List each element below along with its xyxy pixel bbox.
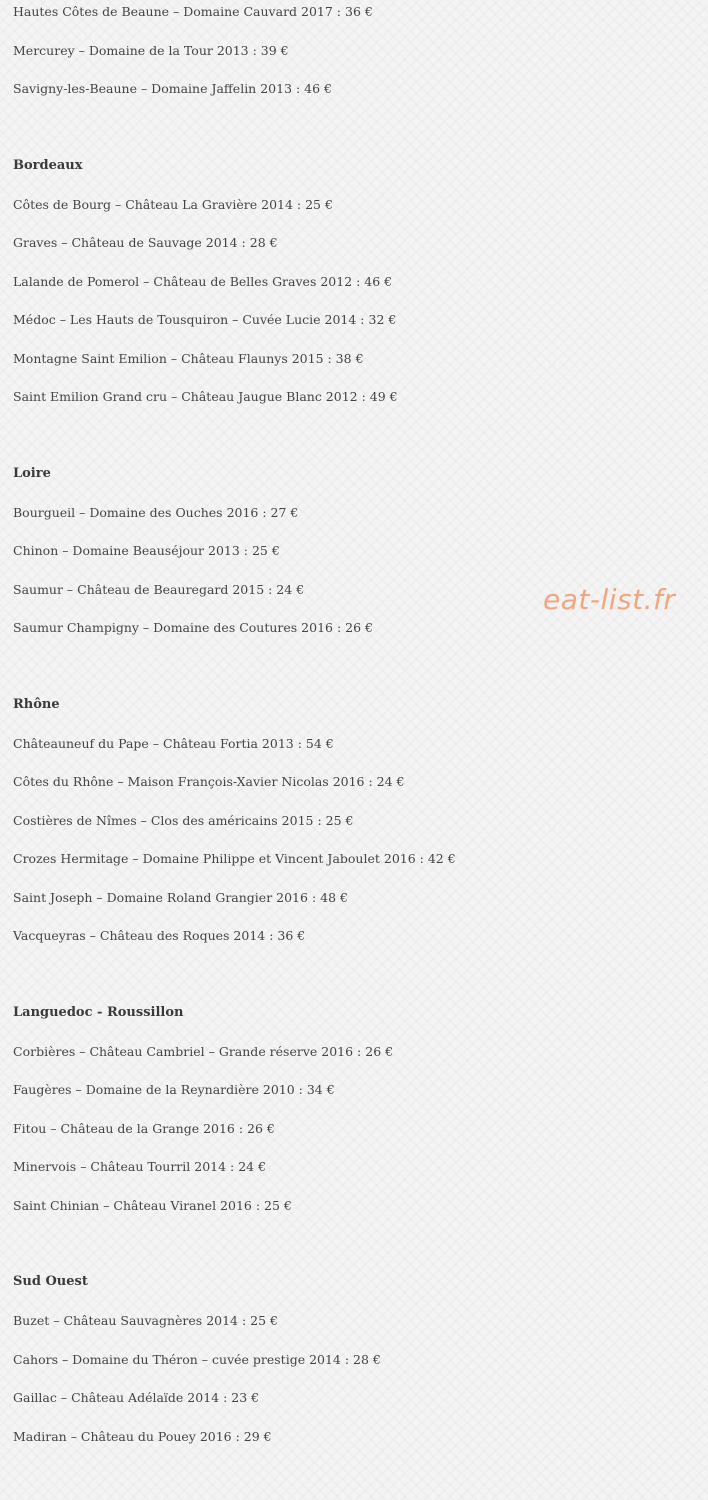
wine-item: Saint Emilion Grand cru – Château Jaugue Blanc 2012 : 49 € bbox=[13, 389, 398, 404]
wine-item: Bourgueil – Domaine des Ouches 2016 : 27 € bbox=[13, 504, 299, 520]
wine-item: Montagne Saint Emilion – Château Flaunys 2015 : 38 € bbox=[13, 350, 364, 366]
wine-section bbox=[13, 1270, 703, 1463]
wine-item: Saumur – Château de Beauregard 2015 : 24 € bbox=[13, 581, 305, 597]
section-gap bbox=[13, 424, 703, 462]
wine-item: Saumur Champigny – Domaine des Coutures 2016 : 26 € bbox=[13, 620, 373, 635]
wine-item: Côtes de Bourg – Château La Gravière 2014 : 25 € bbox=[13, 196, 333, 212]
wine-item: Saint Chinian – Château Viranel 2016 : 25 € bbox=[13, 1197, 292, 1213]
section-gap bbox=[13, 963, 703, 1001]
wine-item: Gaillac – Château Adélaïde 2014 : 23 € bbox=[13, 1390, 260, 1405]
section-gap bbox=[13, 1232, 703, 1270]
wine-item: Madiran – Château du Pouey 2016 : 29 € bbox=[13, 1428, 272, 1444]
wine-item: Crozes Hermitage – Domaine Philippe et Vincent Jaboulet 2016 : 42 € bbox=[13, 851, 456, 866]
watermark-logo: eat-list.fr bbox=[543, 583, 676, 616]
wine-section bbox=[13, 693, 703, 963]
wine-item: Savigny-les-Beaune – Domaine Jaffelin 2013 : 46 € bbox=[13, 81, 333, 96]
wine-item: Faugères – Domaine de la Reynardière 2010 : 34 € bbox=[13, 1082, 335, 1097]
wine-item: Graves – Château de Sauvage 2014 : 28 € bbox=[13, 235, 278, 250]
wine-item: Mercurey – Domaine de la Tour 2013 : 39 € bbox=[13, 42, 289, 58]
wine-list bbox=[13, 0, 703, 1463]
section-title: Bordeaux bbox=[13, 157, 83, 173]
wine-item: Vacqueyras – Château des Roques 2014 : 36 € bbox=[13, 928, 306, 943]
section-title: Rhône bbox=[13, 696, 60, 712]
wine-section bbox=[13, 0, 703, 116]
wine-item: Corbières – Château Cambriel – Grande réserve 2016 : 26 € bbox=[13, 1043, 394, 1059]
wine-item: Cahors – Domaine du Théron – cuvée prestige 2014 : 28 € bbox=[13, 1351, 381, 1367]
wine-item: Châteauneuf du Pape – Château Fortia 2013 : 54 € bbox=[13, 735, 334, 751]
wine-section bbox=[13, 1001, 703, 1233]
wine-item: Buzet – Château Sauvagnères 2014 : 25 € bbox=[13, 1313, 278, 1328]
wine-section bbox=[13, 462, 703, 655]
wine-item: Fitou – Château de la Grange 2016 : 26 € bbox=[13, 1120, 275, 1136]
wine-item: Côtes du Rhône – Maison François-Xavier Nicolas 2016 : 24 € bbox=[13, 774, 405, 789]
section-title: Loire bbox=[13, 465, 51, 481]
wine-item: Lalande de Pomerol – Château de Belles Graves 2012 : 46 € bbox=[13, 273, 393, 289]
section-title: Languedoc - Roussillon bbox=[13, 1004, 184, 1020]
wine-item: Hautes Côtes de Beaune – Domaine Cauvard 2017 : 36 € bbox=[13, 4, 373, 19]
wine-section bbox=[13, 154, 703, 424]
section-gap bbox=[13, 116, 703, 154]
wine-item: Chinon – Domaine Beauséjour 2013 : 25 € bbox=[13, 543, 280, 558]
wine-item: Saint Joseph – Domaine Roland Grangier 2016 : 48 € bbox=[13, 889, 348, 905]
wine-item: Minervois – Château Tourril 2014 : 24 € bbox=[13, 1159, 267, 1174]
wine-item: Médoc – Les Hauts de Tousquiron – Cuvée Lucie 2014 : 32 € bbox=[13, 312, 397, 327]
section-title: Sud Ouest bbox=[13, 1274, 88, 1289]
section-gap bbox=[13, 655, 703, 693]
wine-item: Costières de Nîmes – Clos des américains 2015 : 25 € bbox=[13, 812, 354, 828]
